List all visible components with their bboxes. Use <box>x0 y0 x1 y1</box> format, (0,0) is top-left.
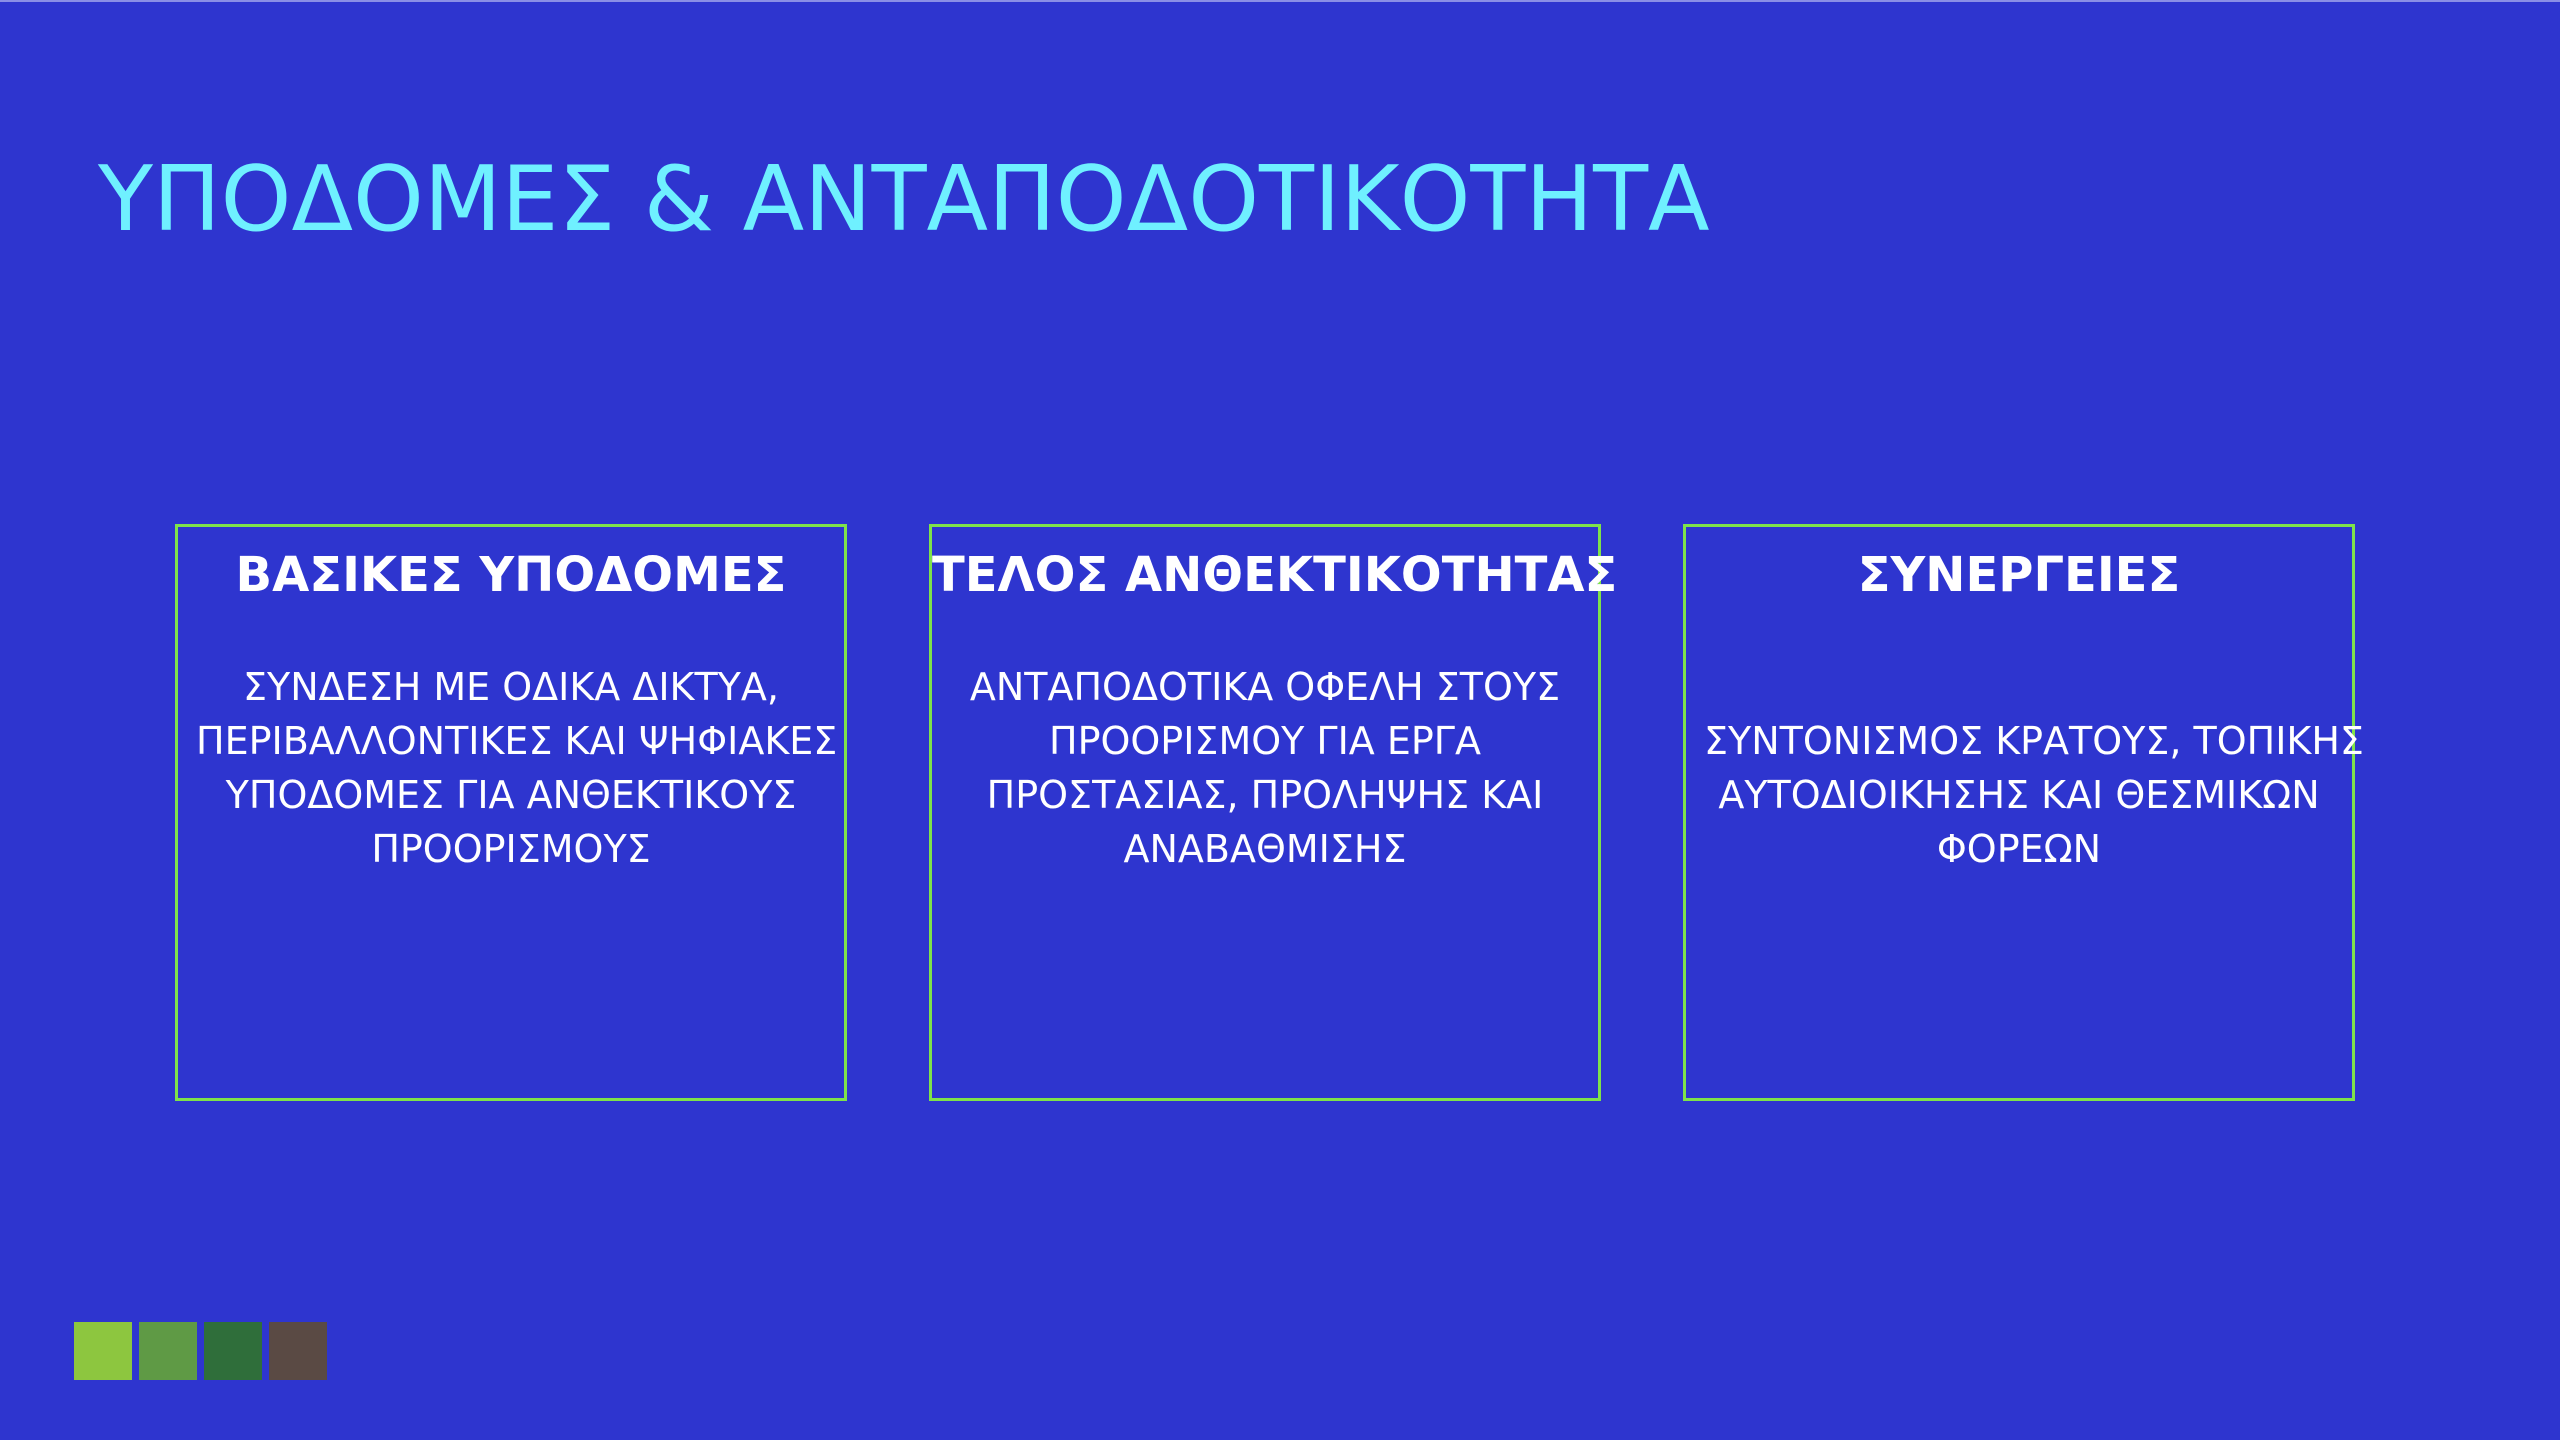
card-heading: ΒΑΣΙΚΕΣ ΥΠΟΔΟΜΕΣ <box>235 547 787 603</box>
card-basic-infrastructure <box>175 524 847 1101</box>
card-heading: ΤΕΛΟΣ ΑΝΘΕΚΤΙΚΟΤΗΤΑΣ <box>932 547 1618 603</box>
card-body <box>196 660 838 876</box>
color-square <box>269 1322 327 1380</box>
card-body-line: ΠΡΟΣΤΑΣΙΑΣ, ΠΡΟΛΗΨΗΣ ΚΑΙ <box>986 773 1544 817</box>
color-square <box>74 1322 132 1380</box>
card-body <box>1704 714 2364 876</box>
card-body-line: ΦΟΡΕΩΝ <box>1936 827 2102 871</box>
card-resilience-fee <box>929 524 1618 1101</box>
card-body <box>950 660 1580 876</box>
slide-title: ΥΠΟΔΟΜΕΣ & ΑΝΤΑΠΟΔΟΤΙΚΟΤΗΤΑ <box>98 147 1710 252</box>
card-body-line: ΑΝΤΑΠΟΔΟΤΙΚΑ ΟΦΕΛΗ ΣΤΟΥΣ <box>969 665 1561 709</box>
card-heading: ΣΥΝΕΡΓΕΙΕΣ <box>1857 547 2181 603</box>
color-square <box>204 1322 262 1380</box>
card-body-line: ΥΠΟΔΟΜΕΣ ΓΙΑ ΑΝΘΕΚΤΙΚΟΥΣ <box>225 773 797 817</box>
color-square <box>139 1322 197 1380</box>
card-body-line: ΑΥΤΟΔΙΟΙΚΗΣΗΣ ΚΑΙ ΘΕΣΜΙΚΩΝ <box>1718 773 2320 817</box>
card-synergies <box>1683 524 2364 1101</box>
decorative-color-squares <box>74 1322 327 1380</box>
card-body-line: ΠΡΟΟΡΙΣΜΟΥΣ <box>371 827 651 871</box>
card-body-line: ΑΝΑΒΑΘΜΙΣΗΣ <box>1123 827 1407 871</box>
card-body-line: ΠΕΡΙΒΑΛΛΟΝΤΙΚΕΣ ΚΑΙ ΨΗΦΙΑΚΕΣ <box>196 719 838 763</box>
card-body-line: ΠΡΟΟΡΙΣΜΟΥ ΓΙΑ ΕΡΓΑ <box>1049 719 1481 763</box>
card-body-line: ΣΥΝΔΕΣΗ ΜΕ ΟΔΙΚΑ ΔΙΚΤΥΑ, <box>243 665 779 709</box>
card-body-line: ΣΥΝΤΟΝΙΣΜΟΣ ΚΡΑΤΟΥΣ, ΤΟΠΙΚΗΣ <box>1704 719 2364 763</box>
